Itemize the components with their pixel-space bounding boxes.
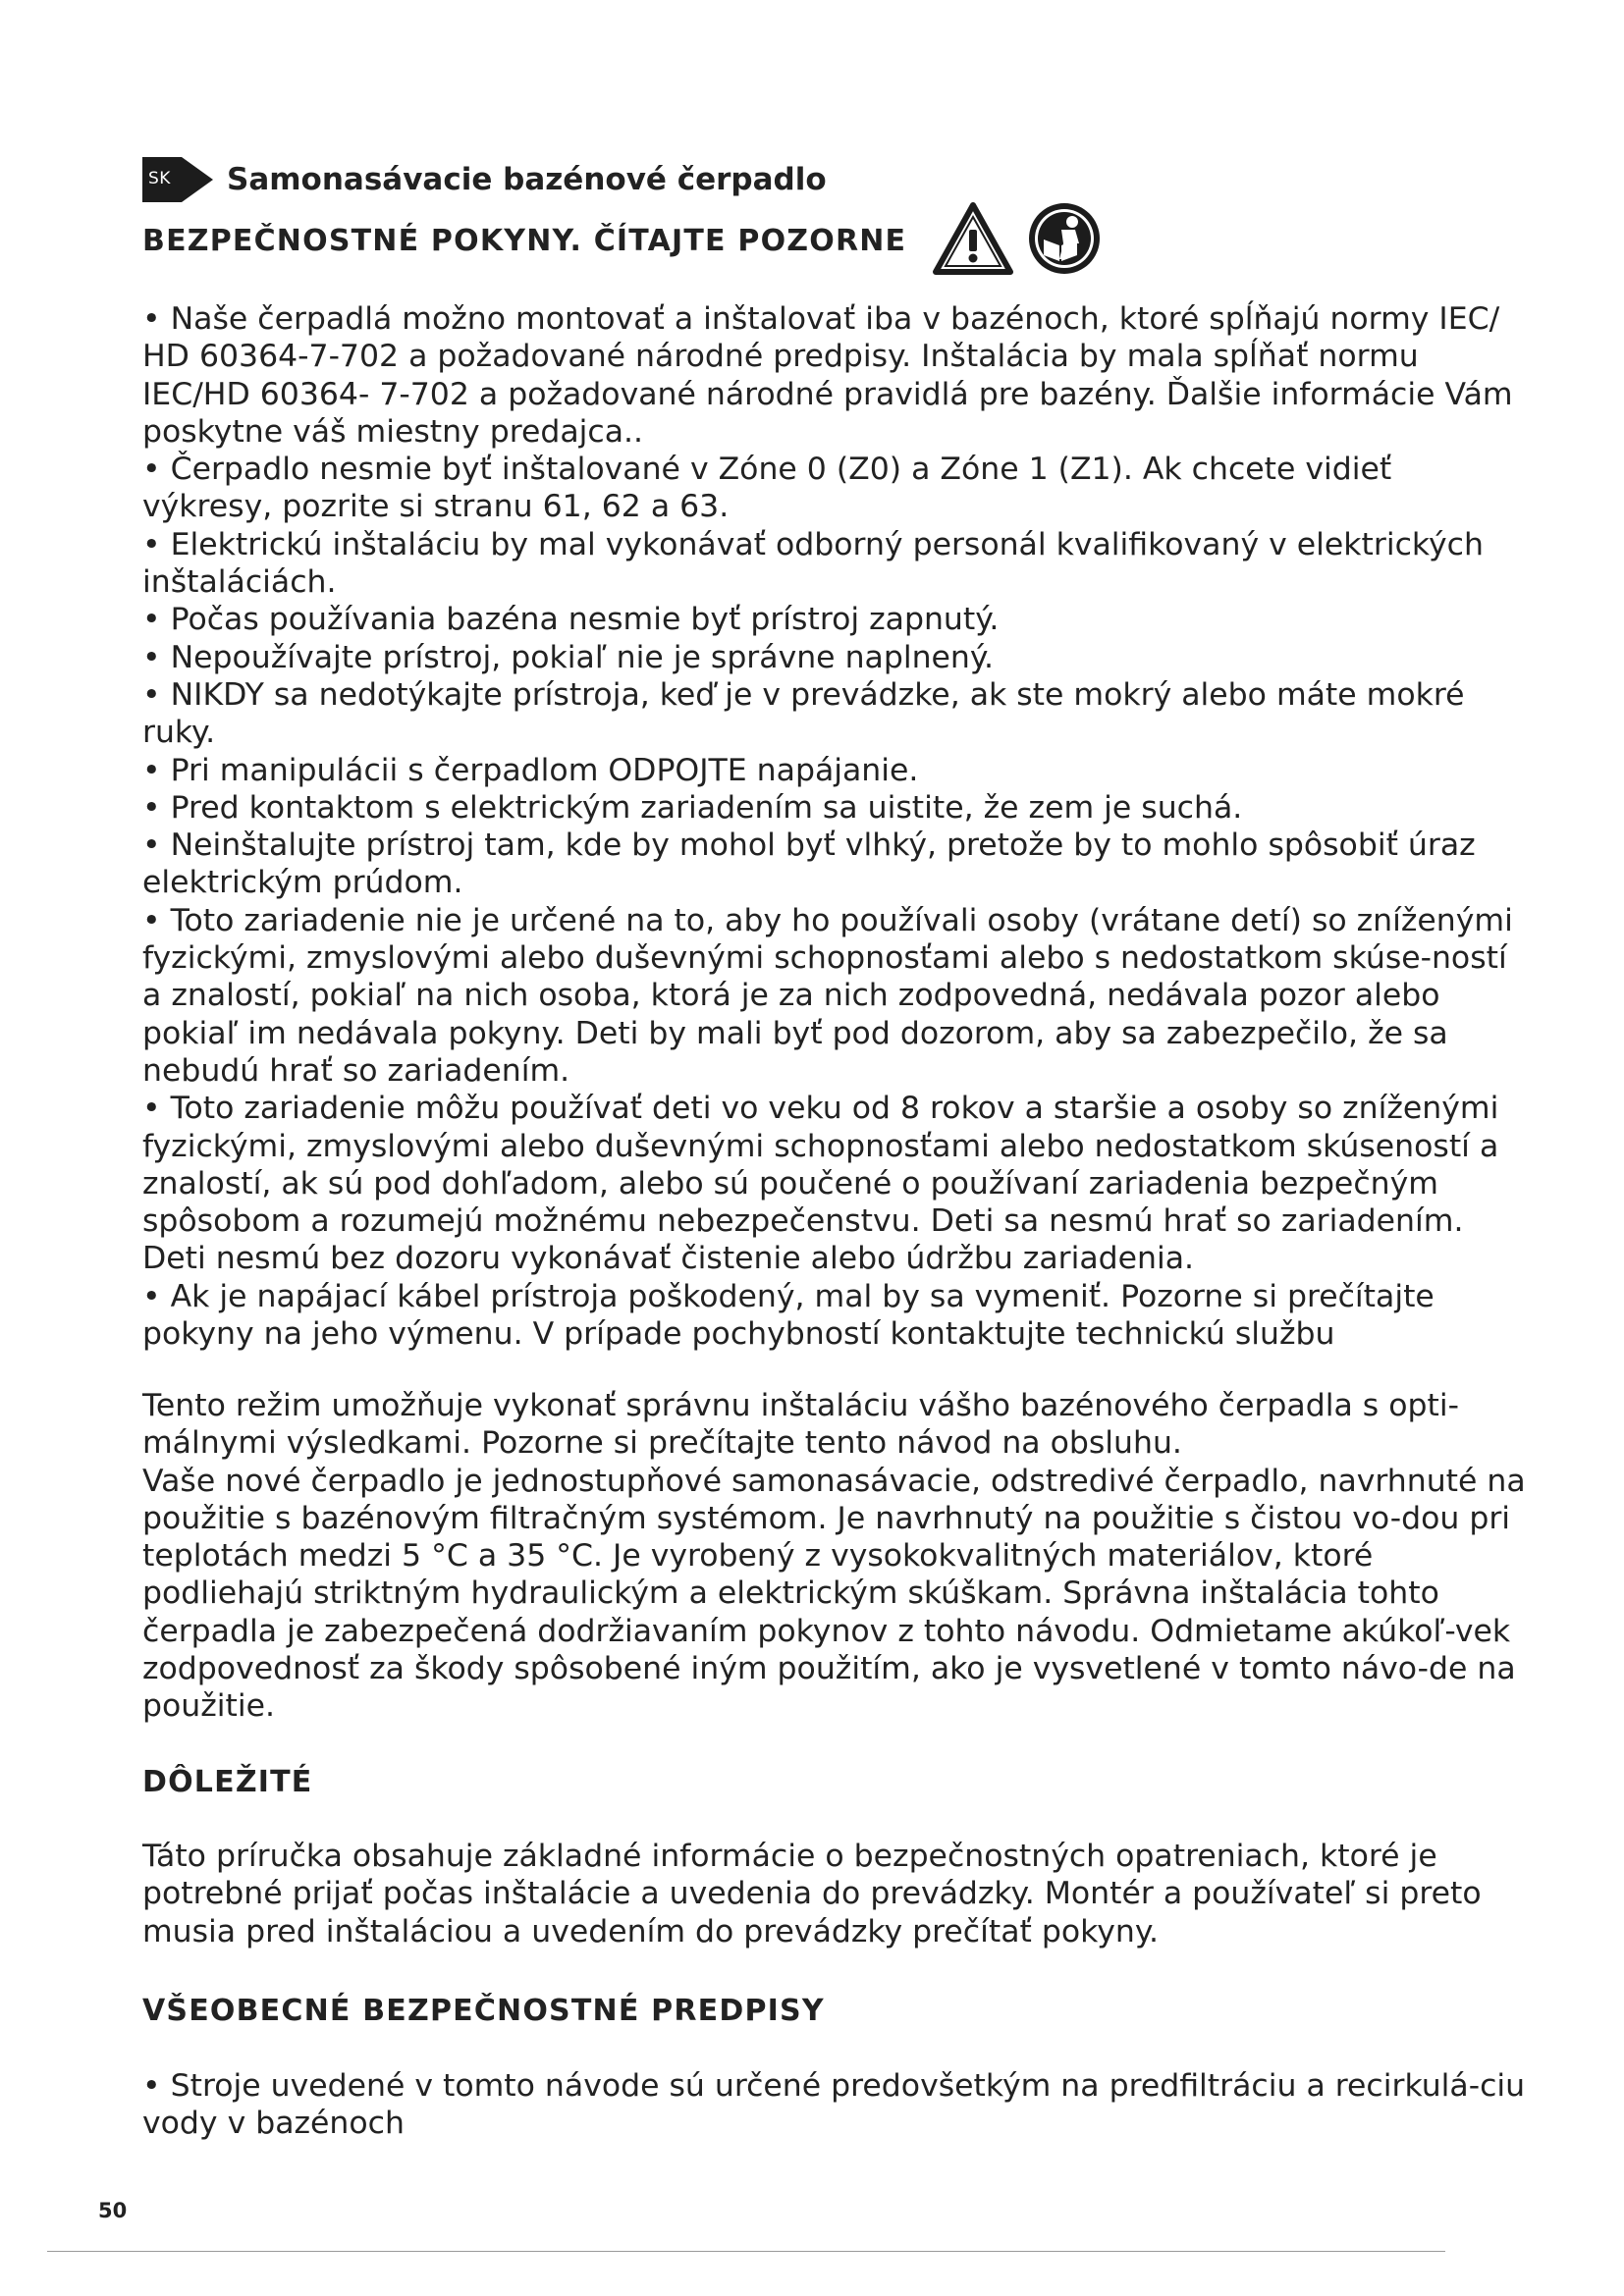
safety-item: • Čerpadlo nesmie byť inštalované v Zóne 0 (Z0) a Zóne 1 (Z1). Ak chcete vidieť výkresy, pozrite si stranu 61, 62 a 63. xyxy=(142,452,1392,525)
language-code: SK xyxy=(148,169,171,188)
general-safety-text xyxy=(142,2067,1527,2143)
important-paragraph: Táto príručka obsahuje základné informácie o bezpečnostných opatreniach, ktoré je potrebné prijať počas inštalácie a uvedenia do prevádzky. Montér a používateľ si preto musia pred inštaláciou a uvedením do prevádzky prečítať pokyny. xyxy=(142,1839,1482,1949)
warning-triangle-icon xyxy=(932,200,1014,281)
safety-item: • Počas používania bazéna nesmie byť prístroj zapnutý. xyxy=(142,602,1000,638)
general-safety-heading: VŠEOBECNÉ BEZPEČNOSTNÉ PREDPISY xyxy=(142,1994,825,2028)
safety-item: • Naše čerpadlá možno montovať a inštalovať iba v bazénoch, ktoré spĺňajú normy IEC/ HD 60364-7-702 a požadované národné predpisy. Inštalácia by mala spĺňať normu IEC/HD 60364- 7-702 a požadované národné pravidlá pre bazény. Ďalšie informácie Vám poskytne váš miestny predajca.. xyxy=(142,301,1513,450)
safety-item: • Neinštalujte prístroj tam, kde by mohol byť vlhký, pretože by to mohlo spôsobiť úraz elektrickým prúdom. xyxy=(142,828,1476,901)
safety-item: • NIKDY sa nedotýkajte prístroja, keď je v prevádzke, ak ste mokrý alebo máte mokré ruky. xyxy=(142,676,1465,751)
important-heading: DÔLEŽITÉ xyxy=(142,1765,313,1799)
safety-item: • Toto zariadenie môžu používať deti vo veku od 8 rokov a staršie a osoby so zníženými fyzickými, zmyslovými alebo duševnými schopnosťami alebo nedostatkom skúseností a znalostí, ak sú pod dohľadom, alebo sú poučené o používaní zariadenia bezpečným spôsobom a rozumejú možnému nebezpečenstvu. Deti sa nesmú hrať so zariadením. Deti nesmú bez dozoru vykonávať čistenie alebo údržbu zariadenia. xyxy=(142,1091,1499,1277)
intro-text xyxy=(142,1387,1527,1726)
footer-divider xyxy=(47,2251,1445,2252)
page-number: 50 xyxy=(98,2199,128,2222)
safety-heading-row xyxy=(142,196,1114,285)
safety-heading: BEZPEČNOSTNÉ POKYNY. ČÍTAJTE POZORNE xyxy=(142,223,907,258)
safety-item: • Elektrickú inštaláciu by mal vykonávať odborný personál kvalifikovaný v elektrických inštaláciách. xyxy=(142,526,1484,601)
document-title: Samonasávacie bazénové čerpadlo xyxy=(227,162,827,197)
read-manual-icon xyxy=(1026,200,1103,281)
safety-item: • Pred kontaktom s elektrickým zariadením sa uistite, že zem je suchá. xyxy=(142,789,1243,826)
safety-instructions xyxy=(142,300,1527,1353)
important-text xyxy=(142,1838,1527,1950)
safety-item: • Pri manipulácii s čerpadlom ODPOJTE napájanie. xyxy=(142,752,919,788)
intro-paragraph: Vaše nové čerpadlo je jednostupňové samonasávacie, odstredivé čerpadlo, navrhnuté na použitie s bazénovým filtračným systémom. Je navrhnutý na použitie s čistou vo-dou pri teplotách medzi 5 °C a 35 °C. Je vyrobený z vysokokvalitných materiálov, ktoré podliehajú striktným hydraulickým a elektrickým skúškam. Správna inštalácia tohto čerpadla je zabezpečená dodržiavaním pokynov z tohto návodu. Odmietame akúkoľ-vek zodpovednosť za škody spôsobené iným použitím, ako je vysvetlené v tomto návo-de na použitie. xyxy=(142,1463,1526,1725)
intro-paragraph: Tento režim umožňuje vykonať správnu inštaláciu vášho bazénového čerpadla s opti-málnymi výsledkami. Pozorne si prečítajte tento návod na obsluhu. xyxy=(142,1388,1459,1462)
safety-item: • Toto zariadenie nie je určené na to, aby ho používali osoby (vrátane detí) so zníženými fyzickými, zmyslovými alebo duševnými schopnosťami alebo s nedostatkom skúse-ností a znalostí, pokiaľ na nich osoba, ktorá je za nich zodpovedná, nedávala pozor alebo pokiaľ im nedávala pokyny. Deti by mali byť pod dozorom, aby sa zabezpečilo, že sa nebudú hrať so zariadením. xyxy=(142,902,1513,1089)
general-safety-item: • Stroje uvedené v tomto návode sú určené predovšetkým na predfiltráciu a recirkulá-ciu vody v bazénoch xyxy=(142,2068,1526,2142)
safety-icons xyxy=(932,200,1114,281)
safety-item: • Ak je napájací kábel prístroja poškodený, mal by sa vymeniť. Pozorne si prečítajte pokyny na jeho výmenu. V prípade pochybností kontaktujte technickú službu xyxy=(142,1278,1435,1353)
safety-item: • Nepoužívajte prístroj, pokiaľ nie je správne naplnený. xyxy=(142,639,995,675)
